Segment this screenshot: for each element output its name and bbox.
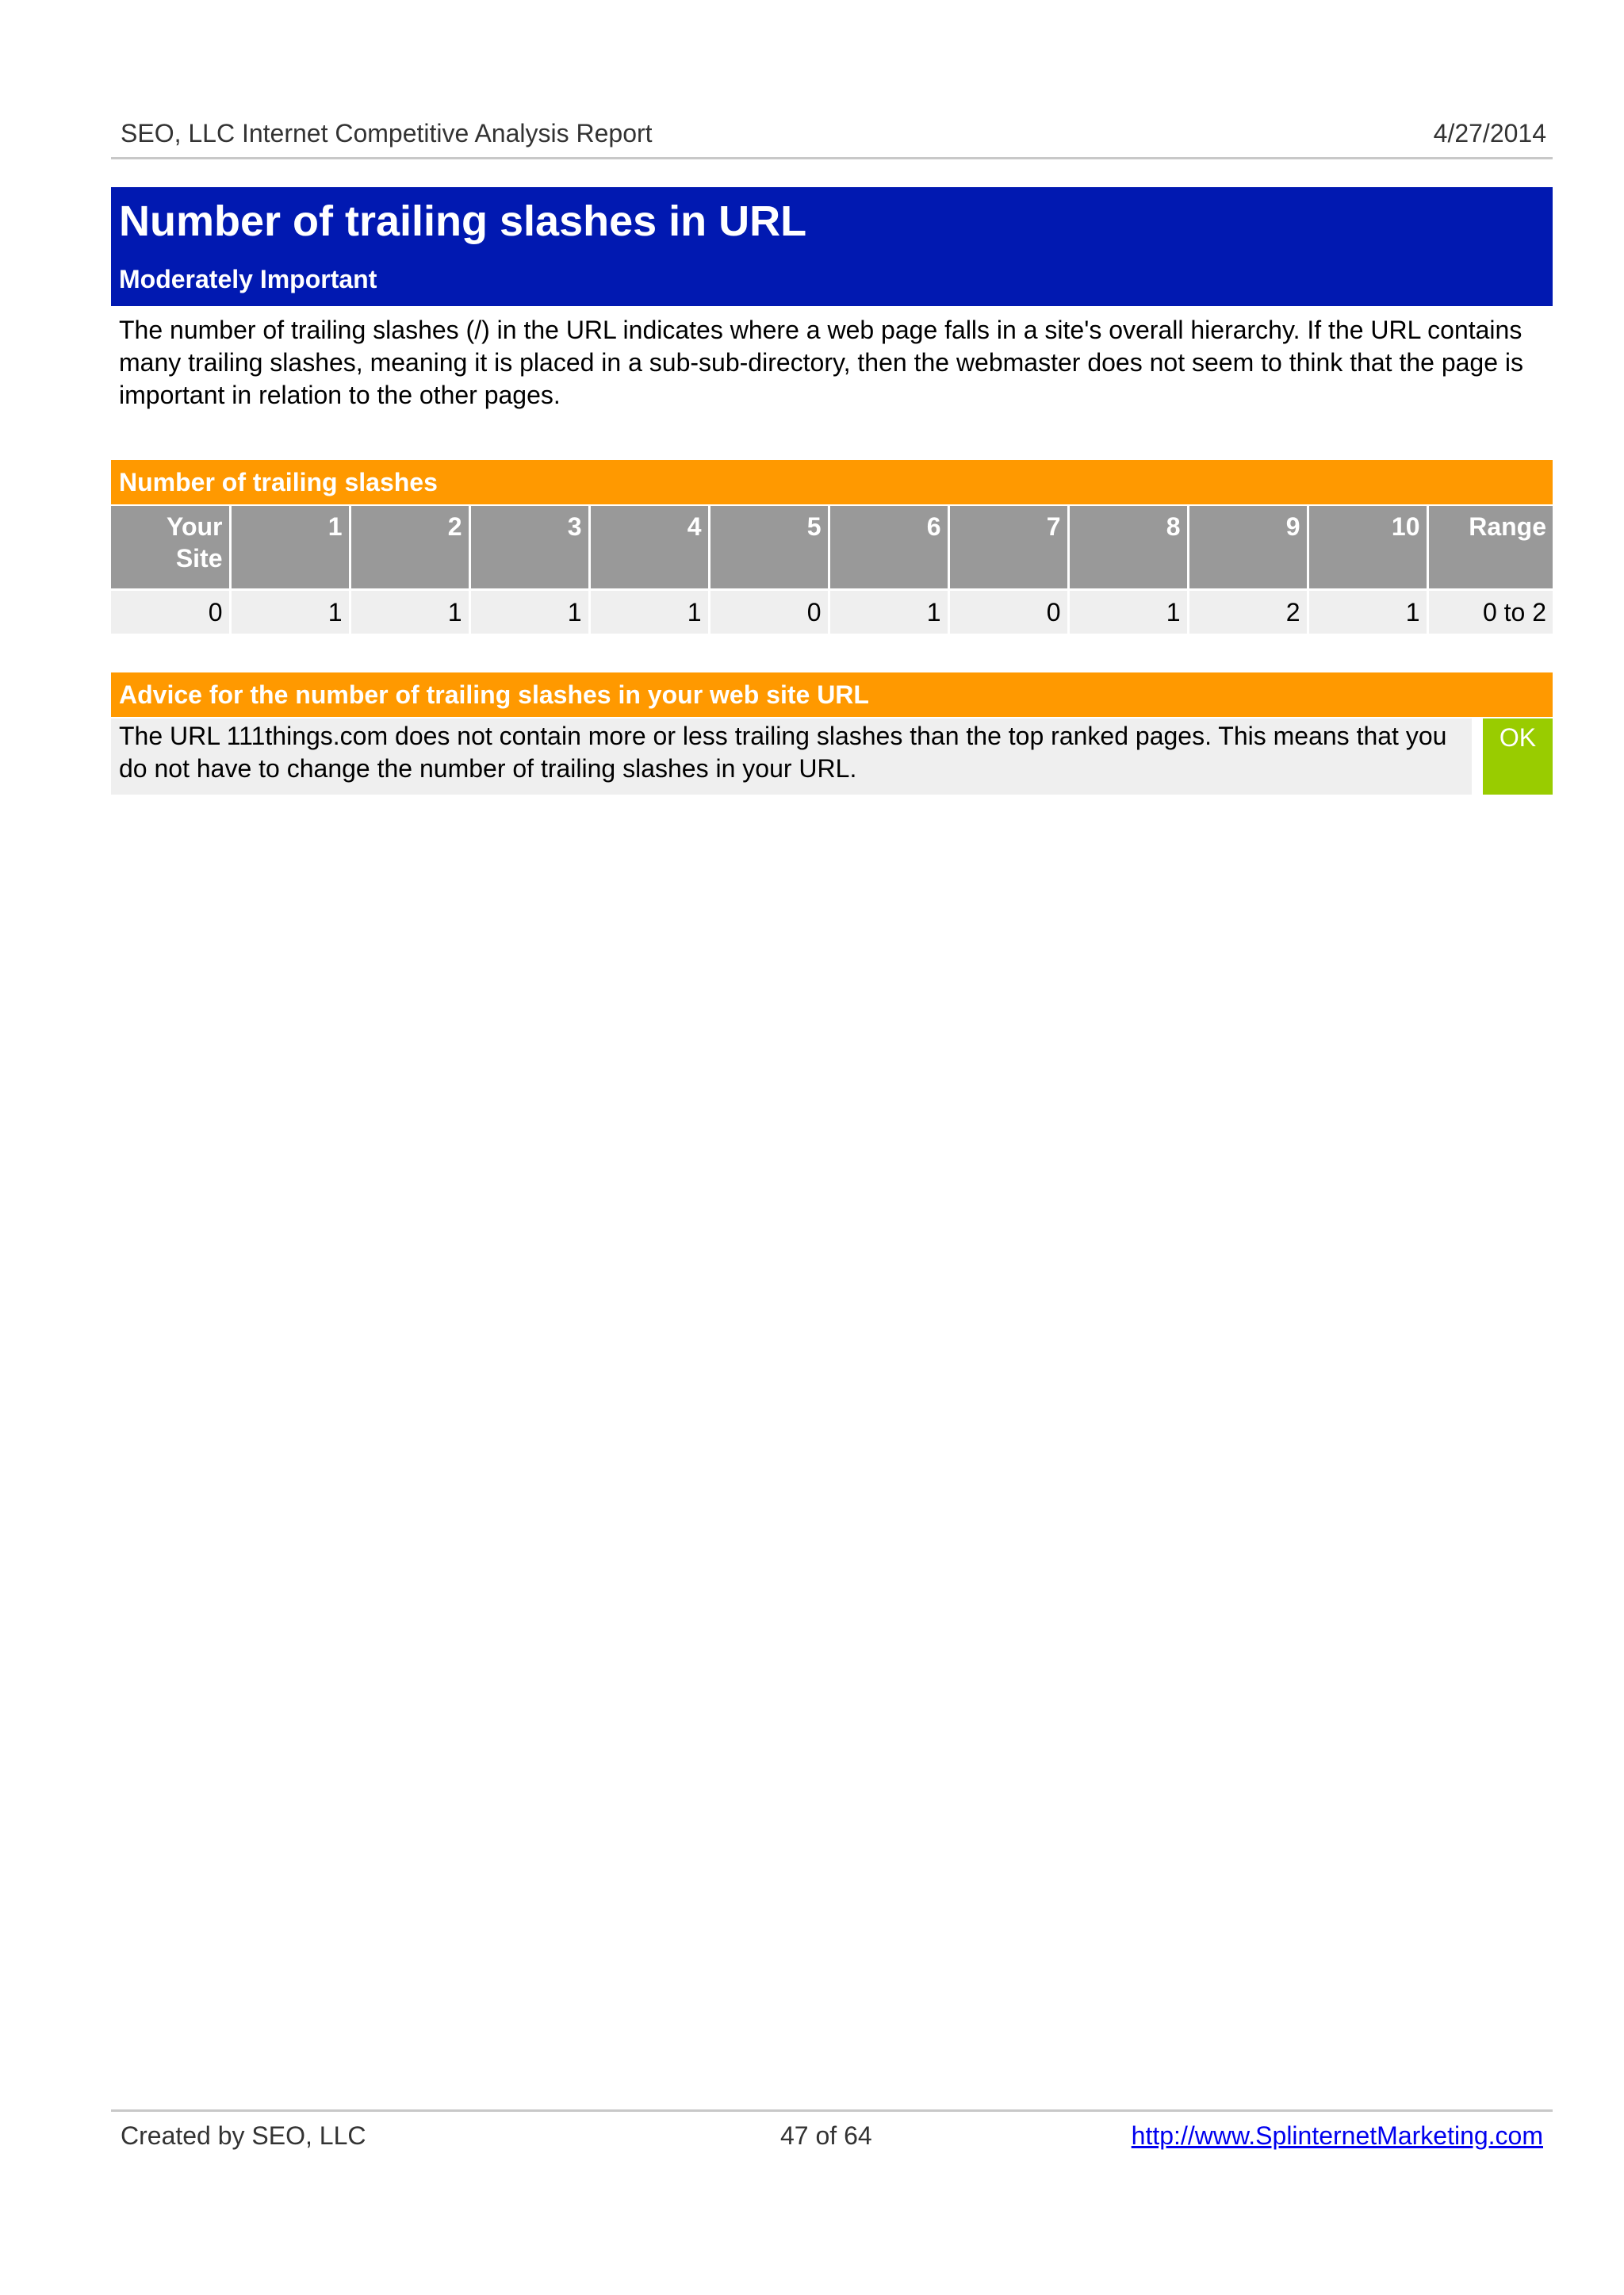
- advice-section-header: [111, 672, 1553, 717]
- cell-5: 0: [709, 590, 829, 634]
- cell-4: 1: [589, 590, 709, 634]
- column-header-6: 6: [829, 506, 948, 590]
- column-header-your-site: Your Site: [111, 506, 230, 590]
- created-by: Created by SEO, LLC: [121, 2121, 366, 2150]
- importance-label: Moderately Important: [119, 265, 377, 293]
- column-header-range: Range: [1427, 506, 1553, 590]
- cell-range: 0 to 2: [1427, 590, 1553, 634]
- table-row: [111, 590, 1553, 634]
- intro-paragraph: The number of trailing slashes (/) in the URL indicates where a web page falls in a site's overall hierarchy. If the URL contains many trailing slashes, meaning it is placed in a sub-sub-directory, then the webmaster does not seem to think that the page is important in relation to the other pages.: [119, 316, 1524, 409]
- column-header-10: 10: [1308, 506, 1427, 590]
- column-header-4: 4: [589, 506, 709, 590]
- advice-box: [111, 718, 1553, 795]
- cell-9: 2: [1188, 590, 1308, 634]
- cell-10: 1: [1308, 590, 1427, 634]
- report-date: 4/27/2014: [1433, 119, 1546, 148]
- trailing-slashes-table: [111, 506, 1553, 634]
- cell-2: 1: [350, 590, 469, 634]
- table-section-header: [111, 460, 1553, 504]
- column-header-5: 5: [709, 506, 829, 590]
- column-header-7: 7: [948, 506, 1068, 590]
- page-footer: [111, 2109, 1553, 2159]
- cell-3: 1: [469, 590, 589, 634]
- website-link[interactable]: http://www.SplinternetMarketing.com: [1131, 2121, 1543, 2150]
- advice-text: The URL 111things.com does not contain more or less trailing slashes than the top ranked pages. This means that you do not have to change the number of trailing slashes in your URL.: [111, 718, 1472, 795]
- page-title: Number of trailing slashes in URL: [119, 197, 807, 245]
- column-header-8: 8: [1068, 506, 1188, 590]
- table-header-row: [111, 506, 1553, 590]
- status-badge: OK: [1483, 718, 1553, 795]
- cell-your-site: 0: [111, 590, 230, 634]
- cell-6: 1: [829, 590, 948, 634]
- table-section-title: Number of trailing slashes: [119, 468, 438, 496]
- report-title: SEO, LLC Internet Competitive Analysis Report: [121, 119, 653, 148]
- advice-section-title: Advice for the number of trailing slashes in your web site URL: [119, 680, 869, 709]
- cell-8: 1: [1068, 590, 1188, 634]
- page-number: 47 of 64: [780, 2121, 872, 2150]
- column-header-1: 1: [230, 506, 350, 590]
- page-header: [111, 114, 1553, 159]
- column-header-2: 2: [350, 506, 469, 590]
- column-header-3: 3: [469, 506, 589, 590]
- column-header-9: 9: [1188, 506, 1308, 590]
- cell-1: 1: [230, 590, 350, 634]
- cell-7: 0: [948, 590, 1068, 634]
- section-banner: [111, 187, 1553, 306]
